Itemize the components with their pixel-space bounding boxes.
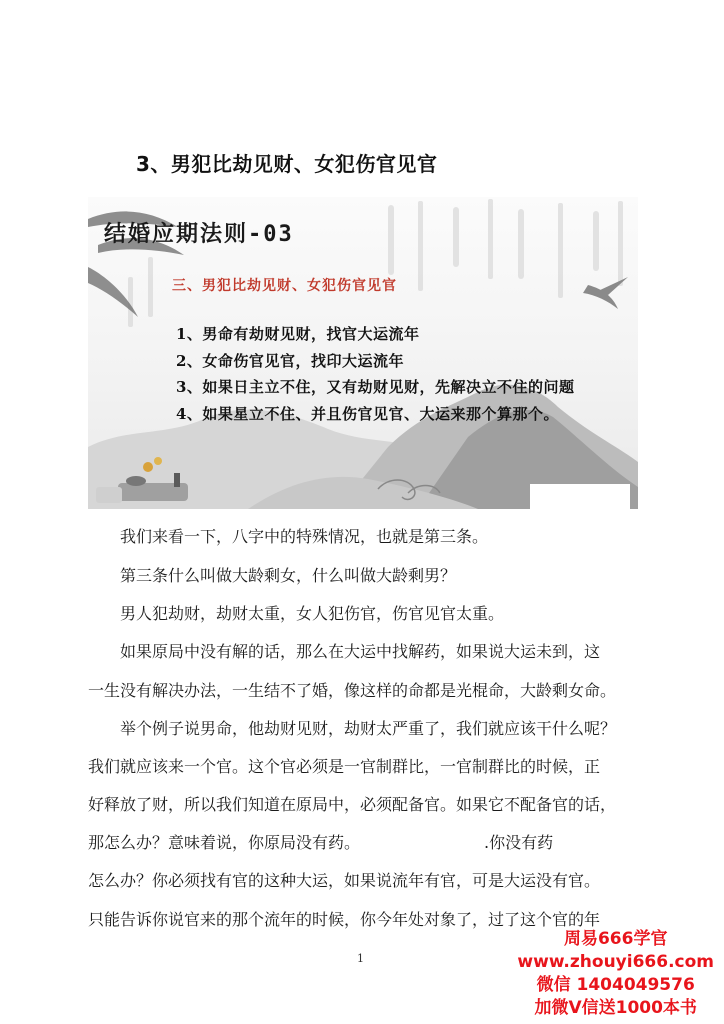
body-paragraph: 举个例子说男命，他劫财见财，劫财太严重了，我们就应该干什么呢？ bbox=[120, 719, 617, 738]
body-paragraph: .你没有药 bbox=[484, 833, 554, 852]
page-number: 1 bbox=[357, 952, 364, 965]
slide-corner-patch bbox=[530, 484, 630, 509]
slide-image bbox=[88, 197, 638, 509]
body-paragraph: 怎么办？你必须找有官的这种大运，如果说流年有官，可是大运没有官。 bbox=[88, 871, 601, 890]
body-paragraph: 如果原局中没有解的话，那么在大运中找解药，如果说大运未到，这 bbox=[120, 642, 601, 661]
body-paragraph: 好释放了财，所以我们知道在原局中，必须配备官。如果它不配备官的话， bbox=[88, 795, 617, 814]
body-paragraph: 只能告诉你说官来的那个流年的时候，你今年处对象了，过了这个官的年 bbox=[88, 910, 601, 929]
body-paragraph: 那怎么办？意味着说，你原局没有药。 bbox=[88, 833, 361, 852]
slide-rule-item: 4、如果星立不住、并且伤官见官、大运来那个算那个。 bbox=[176, 404, 559, 423]
slide-title: 结婚应期法则-03 bbox=[104, 222, 294, 247]
body-paragraph: 第三条什么叫做大龄剩女，什么叫做大龄剩男？ bbox=[120, 566, 457, 585]
watermark bbox=[517, 928, 714, 1020]
slide-rule-list bbox=[176, 321, 574, 427]
slide-rule-item: 2、女命伤官见官，找印大运流年 bbox=[176, 351, 404, 370]
watermark-line: 周易666学官 bbox=[563, 929, 668, 949]
body-paragraph: 我们来看一下，八字中的特殊情况，也就是第三条。 bbox=[120, 527, 489, 546]
slide-rule-item: 1、男命有劫财见财，找官大运流年 bbox=[176, 325, 420, 343]
watermark-line: 微信 1404049576 bbox=[536, 975, 695, 995]
slide-rule-item: 3、如果日主立不住，又有劫财见财，先解决立不住的问题 bbox=[176, 378, 575, 396]
watermark-line: 加微V信送1000本书 bbox=[534, 998, 697, 1018]
body-paragraph: 我们就应该来一个官。这个官必须是一官制群比，一官制群比的时候，正 bbox=[88, 757, 601, 776]
section-heading: 3、男犯比劫见财、女犯伤官见官 bbox=[136, 152, 438, 176]
slide-subtitle: 三、男犯比劫见财、女犯伤官见官 bbox=[172, 278, 397, 294]
body-paragraph: 一生没有解决办法，一生结不了婚，像这样的命都是光棍命，大龄剩女命。 bbox=[88, 681, 617, 700]
watermark-line: www.zhouyi666.com bbox=[517, 952, 714, 972]
body-paragraph: 男人犯劫财，劫财太重，女人犯伤官，伤官见官太重。 bbox=[120, 604, 505, 623]
